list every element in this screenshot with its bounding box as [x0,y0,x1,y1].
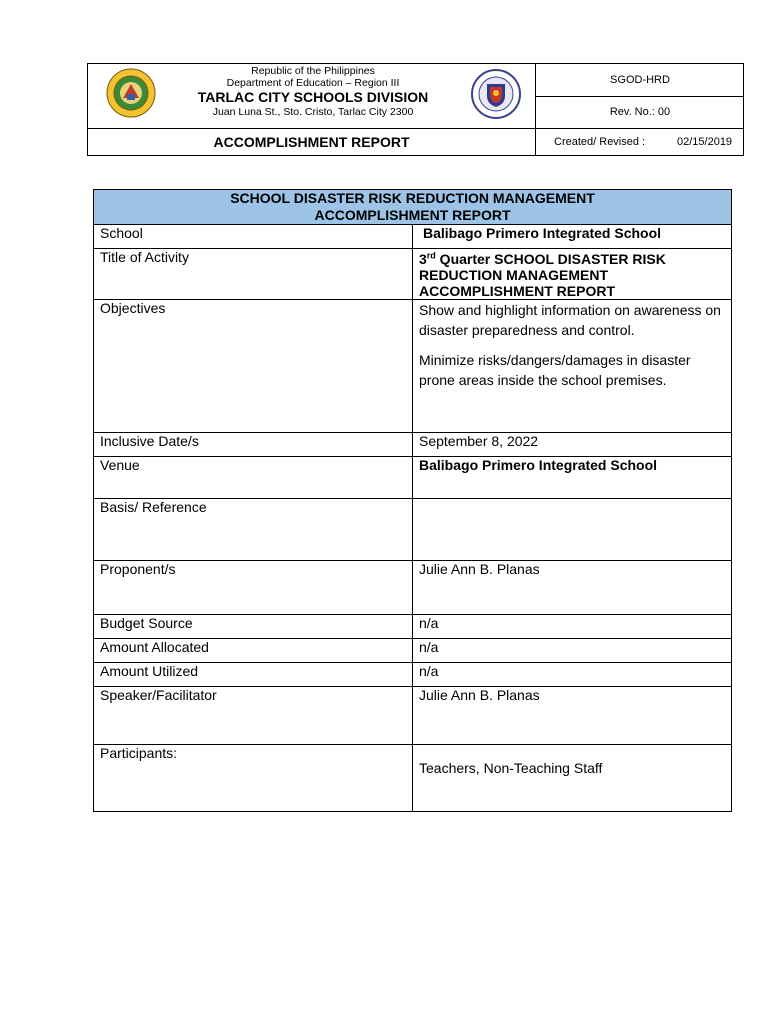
table-row [94,745,732,812]
school-value: Balibago Primero Integrated School [413,225,732,249]
header-org-block [158,64,468,118]
table-row [94,300,732,433]
objective-item: Show and highlight information on awareness on disaster preparedness and control. [419,302,721,338]
report-title-cell [94,190,732,225]
objectives-label: Objectives [94,300,413,433]
speaker-value: Julie Ann B. Planas [413,687,732,745]
participants-label: Participants: [94,745,413,812]
activity-ordinal-suffix: rd [426,250,436,261]
participants-value: Teachers, Non-Teaching Staff [413,745,732,812]
budget-label: Budget Source [94,615,413,639]
table-row [94,499,732,561]
table-row [94,615,732,639]
venue-label: Venue [94,457,413,499]
created-date: 02/15/2019 [677,136,733,148]
division-address: Juan Luna St., Sto. Cristo, Tarlac City 2300 [212,106,414,118]
report-title-line2: ACCOMPLISHMENT REPORT [314,207,511,223]
report-title-line1: SCHOOL DISASTER RISK REDUCTION MANAGEMENT [230,190,595,206]
speaker-label: Speaker/Facilitator [94,687,413,745]
table-row [94,639,732,663]
objectives-cell [413,300,732,433]
table-row [94,433,732,457]
activity-value-cell [413,249,732,300]
division-name: TARLAC CITY SCHOOLS DIVISION [197,89,429,105]
report-table [93,189,732,812]
basis-value [413,499,732,561]
department-line: Department of Education – Region III [226,77,400,89]
allocated-label: Amount Allocated [94,639,413,663]
school-label: School [94,225,413,249]
budget-value: n/a [413,615,732,639]
date-label: Inclusive Date/s [94,433,413,457]
date-value: September 8, 2022 [413,433,732,457]
objective-item: Minimize risks/dangers/damages in disaster prone areas inside the school premises. [419,352,691,388]
deped-seal-icon [471,69,521,119]
utilized-label: Amount Utilized [94,663,413,687]
doc-title: ACCOMPLISHMENT REPORT [213,134,410,150]
activity-label: Title of Activity [94,249,413,300]
activity-title: Quarter SCHOOL DISASTER RISK REDUCTION MANAGEMENT ACCOMPLISHMENT REPORT [419,251,666,299]
republic-line: Republic of the Philippines [251,65,375,77]
report-title-row [94,190,732,225]
document-header [87,63,744,156]
division-seal-icon [106,68,156,118]
revision-number: Rev. No.: 00 [609,106,671,118]
activity-ordinal: 3 [419,251,427,267]
proponent-label: Proponent/s [94,561,413,615]
table-row [94,225,732,249]
table-row [94,457,732,499]
venue-value: Balibago Primero Integrated School [413,457,732,499]
table-row [94,687,732,745]
created-label: Created/ Revised : [554,136,646,148]
allocated-value: n/a [413,639,732,663]
basis-label: Basis/ Reference [94,499,413,561]
utilized-value: n/a [413,663,732,687]
table-row [94,561,732,615]
table-row [94,249,732,300]
doc-code: SGOD-HRD [610,74,670,86]
table-row [94,663,732,687]
proponent-value: Julie Ann B. Planas [413,561,732,615]
